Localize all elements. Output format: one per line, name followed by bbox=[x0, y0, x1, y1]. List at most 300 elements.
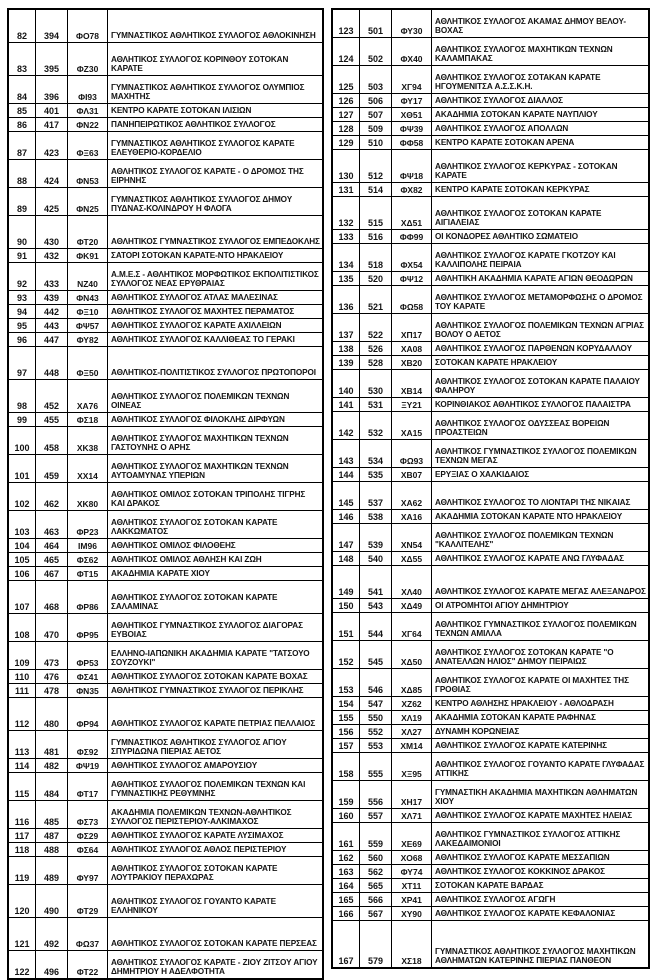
registry-id-cell: 528 bbox=[359, 356, 391, 369]
table-row bbox=[9, 641, 322, 669]
table-row bbox=[333, 182, 648, 196]
club-code-cell: ΦΖ30 bbox=[67, 43, 107, 75]
table-row bbox=[9, 454, 322, 482]
table-row bbox=[9, 772, 322, 800]
row-number-cell: 139 bbox=[338, 358, 354, 368]
row-number-cell: 104 bbox=[14, 541, 30, 551]
row-number-cell: 101 bbox=[14, 471, 30, 481]
club-name-cell: ΓΥΜΝΑΣΤΙΚΟΣ ΑΘΛΗΤΙΚΟΣ ΣΥΛΛΟΓΟΣ ΟΛΥΜΠΙΟΣ ΜΑΧΗΤΗΣ bbox=[107, 76, 322, 103]
club-code-cell: ΧΞ95 bbox=[391, 753, 431, 780]
registry-id-cell: 394 bbox=[35, 10, 67, 42]
club-code-cell: ΧΣ18 bbox=[391, 921, 431, 967]
registry-id-cell: 512 bbox=[359, 150, 391, 182]
table-row bbox=[333, 738, 648, 752]
registry-id-cell: 510 bbox=[359, 136, 391, 149]
club-code-cell: ΦΝ43 bbox=[67, 291, 107, 304]
club-code-cell: ΦΨ57 bbox=[67, 319, 107, 332]
club-code-cell: ΦΩ37 bbox=[67, 918, 107, 950]
registry-id-cell: 514 bbox=[359, 183, 391, 196]
table-row bbox=[333, 509, 648, 523]
registry-id-cell: 478 bbox=[35, 684, 67, 697]
table-row bbox=[9, 117, 322, 131]
row-number-cell: 112 bbox=[14, 719, 30, 729]
registry-id-cell: 522 bbox=[359, 314, 391, 341]
table-row bbox=[9, 828, 322, 842]
club-code-cell: ΧΓ64 bbox=[391, 613, 431, 640]
table-row bbox=[9, 290, 322, 304]
club-name-cell: ΑΘΛΗΤΙΚΟΣ ΣΥΛΛΟΓΟΣ ΠΟΛΕΜΙΚΩΝ ΤΕΧΝΩΝ ΟΙΝΕΑΣ bbox=[107, 380, 322, 412]
row-number-cell: 111 bbox=[14, 686, 30, 696]
row-number-cell: 106 bbox=[14, 569, 30, 579]
table-row bbox=[333, 243, 648, 271]
registry-id-cell: 476 bbox=[35, 670, 67, 683]
registry-id-cell: 557 bbox=[359, 809, 391, 822]
club-name-cell: ΚΟΡΙΝΘΙΑΚΟΣ ΑΘΛΗΤΙΚΟΣ ΣΥΛΛΟΓΟΣ ΠΑΛΑΙΣΤΡΑ bbox=[431, 398, 648, 411]
club-name-cell: ΑΘΛΗΤΙΚΟΣ ΣΥΛΛΟΓΟΣ ΚΑΡΑΤΕ ΠΕΤΡΙΑΣ ΠΕΛΛΑΙΟΣ bbox=[107, 698, 322, 730]
registry-id-cell: 401 bbox=[35, 104, 67, 117]
table-row bbox=[9, 304, 322, 318]
table-row bbox=[9, 215, 322, 248]
registry-id-cell: 481 bbox=[35, 731, 67, 758]
registry-id-cell: 565 bbox=[359, 879, 391, 892]
table-row bbox=[9, 842, 322, 856]
club-name-cell: ΑΘΛΗΤΙΚΟΣ ΣΥΛΛΟΓΟΣ ΜΑΧΗΤΙΚΩΝ ΤΕΧΝΩΝ ΚΑΛΑΜΠΑΚΑΣ bbox=[431, 38, 648, 65]
club-name-cell: ΓΥΜΝΑΣΤΙΚΟΣ ΑΘΛΗΤΙΚΟΣ ΣΥΛΛΟΓΟΣ ΔΗΜΟΥ ΠΥΔΝΑΣ-ΚΟΛΙΝΔΡΟΥ Η ΦΛΟΓΑ bbox=[107, 188, 322, 215]
row-number-cell: 115 bbox=[14, 789, 30, 799]
club-name-cell: ΑΘΛΗΤΙΚΟΣ ΣΥΛΛΟΓΟΣ ΚΑΡΑΤΕ ΜΕΓΑΣ ΑΛΕΞΑΝΔΡΟΣ bbox=[431, 566, 648, 598]
row-number-cell: 144 bbox=[338, 470, 354, 480]
registry-id-cell: 473 bbox=[35, 642, 67, 669]
club-registry-table-left bbox=[7, 8, 324, 980]
table-row bbox=[9, 917, 322, 950]
row-number-cell: 156 bbox=[338, 727, 354, 737]
club-code-cell: ΦΞ63 bbox=[67, 132, 107, 159]
club-code-cell: ΧΡ41 bbox=[391, 893, 431, 906]
registry-id-cell: 396 bbox=[35, 76, 67, 103]
row-number-cell: 85 bbox=[16, 106, 27, 116]
registry-id-cell: 417 bbox=[35, 118, 67, 131]
club-name-cell: ΑΘΛΗΤΙΚΟΣ ΓΥΜΝΑΣΤΙΚΟΣ ΣΥΛΛΟΓΟΣ ΕΜΠΕΔΟΚΛΗΣ bbox=[107, 216, 322, 248]
club-code-cell: ΧΔ55 bbox=[391, 552, 431, 565]
row-number-cell: 157 bbox=[338, 741, 354, 751]
registry-id-cell: 546 bbox=[359, 669, 391, 696]
table-row bbox=[9, 800, 322, 828]
table-row bbox=[333, 397, 648, 411]
table-row bbox=[9, 412, 322, 426]
table-row bbox=[333, 369, 648, 397]
registry-id-cell: 423 bbox=[35, 132, 67, 159]
club-code-cell: ΧΠ17 bbox=[391, 314, 431, 341]
table-row bbox=[333, 551, 648, 565]
club-code-cell: ΧΚ80 bbox=[67, 483, 107, 510]
club-name-cell: ΚΕΝΤΡΟ ΚΑΡΑΤΕ ΣΟΤΟΚΑΝ ΑΡΕΝΑ bbox=[431, 136, 648, 149]
club-name-cell: ΑΘΛΗΤΙΚΟΣ ΣΥΛΛΟΓΟΣ ΚΑΡΑΤΕ ΑΝΩ ΓΛΥΦΑΔΑΣ bbox=[431, 552, 648, 565]
table-row bbox=[333, 668, 648, 696]
registry-id-cell: 579 bbox=[359, 921, 391, 967]
row-number-cell: 82 bbox=[16, 31, 27, 41]
row-number-cell: 143 bbox=[338, 456, 354, 466]
row-number-cell: 129 bbox=[338, 138, 354, 148]
table-row bbox=[333, 752, 648, 780]
row-number-cell: 166 bbox=[338, 909, 354, 919]
registry-id-cell: 488 bbox=[35, 843, 67, 856]
registry-id-cell: 424 bbox=[35, 160, 67, 187]
club-name-cell: ΑΘΛΗΤΙΚΟΣ ΣΥΛΛΟΓΟΣ ΚΟΡΙΝΘΟΥ ΣΟΤΟΚΑΝ ΚΑΡΑΤΕ bbox=[107, 43, 322, 75]
club-name-cell: ΑΘΛΗΤΙΚΟΣ ΣΥΛΛΟΓΟΣ ΠΑΡΘΕΝΩΝ ΚΟΡΥΔΑΛΛΟΥ bbox=[431, 342, 648, 355]
club-code-cell: ΧΒ14 bbox=[391, 370, 431, 397]
club-registry-table-right bbox=[331, 8, 650, 969]
registry-id-cell: 553 bbox=[359, 739, 391, 752]
table-row bbox=[333, 196, 648, 229]
club-name-cell: ΑΘΛΗΤΙΚΟΣ ΣΥΛΛΟΓΟΣ ΣΟΤΟΚΑΝ ΚΑΡΑΤΕ "Ο ΑΝΑΤΕΛΛΩΝ ΗΛΙΟΣ" ΔΗΜΟΥ ΠΕΙΡΑΙΩΣ bbox=[431, 641, 648, 668]
row-number-cell: 94 bbox=[16, 307, 27, 317]
registry-id-cell: 482 bbox=[35, 759, 67, 772]
table-row bbox=[333, 808, 648, 822]
club-code-cell: ΧΘ51 bbox=[391, 108, 431, 121]
club-code-cell: ΧΧ14 bbox=[67, 455, 107, 482]
club-name-cell: ΑΘΛΗΤΙΚΟΣ ΣΥΛΛΟΓΟΣ ΣΟΤΟΚΑΝ ΚΑΡΑΤΕ ΛΟΥΤΡΑΚΙΟΥ ΠΕΡΑΧΩΡΑΣ bbox=[107, 857, 322, 884]
row-number-cell: 132 bbox=[338, 218, 354, 228]
row-number-cell: 108 bbox=[14, 630, 30, 640]
table-row bbox=[333, 285, 648, 313]
club-name-cell: ΑΘΛΗΤΙΚΟΣ ΣΥΛΛΟΓΟΣ ΜΑΧΗΤΕΣ ΠΕΡΑΜΑΤΟΣ bbox=[107, 305, 322, 318]
row-number-cell: 161 bbox=[338, 839, 354, 849]
club-name-cell: ΚΕΝΤΡΟ ΚΑΡΑΤΕ ΣΟΤΟΚΑΝ ΙΛΙΣΙΩΝ bbox=[107, 104, 322, 117]
club-name-cell: ΣΟΤΟΚΑΝ ΚΑΡΑΤΕ ΗΡΑΚΛΕΙΟΥ bbox=[431, 356, 648, 369]
table-row bbox=[333, 906, 648, 920]
table-row bbox=[9, 758, 322, 772]
row-number-cell: 136 bbox=[338, 302, 354, 312]
registry-id-cell: 544 bbox=[359, 613, 391, 640]
registry-id-cell: 521 bbox=[359, 286, 391, 313]
row-number-cell: 100 bbox=[14, 443, 30, 453]
row-number-cell: 145 bbox=[338, 498, 354, 508]
table-row bbox=[333, 271, 648, 285]
club-name-cell: ΓΥΜΝΑΣΤΙΚΗ ΑΚΑΔΗΜΙΑ ΜΑΧΗΤΙΚΩΝ ΑΘΛΗΜΑΤΩΝ ΧΙΟΥ bbox=[431, 781, 648, 808]
row-number-cell: 148 bbox=[338, 554, 354, 564]
club-name-cell: ΑΘΛΗΤΙΚΟΣ ΟΜΙΛΟΣ ΑΘΛΗΣΗ ΚΑΙ ΖΩΗ bbox=[107, 553, 322, 566]
club-code-cell: ΧΑ62 bbox=[391, 482, 431, 509]
table-row bbox=[333, 93, 648, 107]
club-code-cell: ΧΔ50 bbox=[391, 641, 431, 668]
club-name-cell: ΕΡΥΞΙΑΣ Ο ΧΑΛΚΙΔΑΙΟΣ bbox=[431, 468, 648, 481]
table-row bbox=[9, 580, 322, 613]
row-number-cell: 119 bbox=[14, 873, 30, 883]
row-number-cell: 130 bbox=[338, 171, 354, 181]
registry-id-cell: 535 bbox=[359, 468, 391, 481]
registry-id-cell: 538 bbox=[359, 510, 391, 523]
table-row bbox=[9, 730, 322, 758]
table-row bbox=[333, 878, 648, 892]
club-name-cell: ΑΘΛΗΤΙΚΟΣ ΣΥΛΛΟΓΟΣ ΚΑΡΑΤΕ - ΖΙΟΥ ΖΙΤΣΟΥ ΑΓΙΟΥ ΔΗΜΗΤΡΙΟΥ Η ΑΔΕΛΦΟΤΗΤΑ bbox=[107, 951, 322, 978]
table-row bbox=[9, 510, 322, 538]
club-name-cell: ΣΑΤΟΡΙ ΣΟΤΟΚΑΝ ΚΑΡΑΤΕ-ΝΤΟ ΗΡΑΚΛΕΙΟΥ bbox=[107, 249, 322, 262]
club-name-cell: ΑΘΛΗΤΙΚΟΣ ΣΥΛΛΟΓΟΣ ΜΑΧΗΤΙΚΩΝ ΤΕΧΝΩΝ ΓΑΣΤΟΥΝΗΣ Ο ΑΡΗΣ bbox=[107, 427, 322, 454]
club-name-cell: ΑΘΛΗΤΙΚΟΣ ΣΥΛΛΟΓΟΣ ΣΟΤΟΚΑΝ ΚΑΡΑΤΕ ΠΕΡΣΕΑΣ bbox=[107, 918, 322, 950]
table-row bbox=[9, 159, 322, 187]
row-number-cell: 150 bbox=[338, 601, 354, 611]
registry-id-cell: 425 bbox=[35, 188, 67, 215]
club-name-cell: ΑΘΛΗΤΙΚΟΣ ΣΥΛΛΟΓΟΣ ΑΤΛΑΣ ΜΑΛΕΣΙΝΑΣ bbox=[107, 291, 322, 304]
row-number-cell: 83 bbox=[16, 64, 27, 74]
table-row bbox=[9, 683, 322, 697]
club-name-cell: ΟΙ ΑΤΡΟΜΗΤΟΙ ΑΓΙΟΥ ΔΗΜΗΤΡΙΟΥ bbox=[431, 599, 648, 612]
table-row bbox=[9, 613, 322, 641]
club-code-cell: ΧΟ68 bbox=[391, 851, 431, 864]
row-number-cell: 131 bbox=[338, 185, 354, 195]
club-code-cell: ΧΛ19 bbox=[391, 711, 431, 724]
registry-id-cell: 552 bbox=[359, 725, 391, 738]
club-code-cell: ΦΣ92 bbox=[67, 731, 107, 758]
row-number-cell: 159 bbox=[338, 797, 354, 807]
row-number-cell: 114 bbox=[14, 761, 30, 771]
registry-id-cell: 531 bbox=[359, 398, 391, 411]
registry-id-cell: 455 bbox=[35, 413, 67, 426]
row-number-cell: 155 bbox=[338, 713, 354, 723]
row-number-cell: 113 bbox=[14, 747, 30, 757]
row-number-cell: 135 bbox=[338, 274, 354, 284]
row-number-cell: 96 bbox=[16, 335, 27, 345]
table-row bbox=[9, 884, 322, 917]
registry-id-cell: 556 bbox=[359, 781, 391, 808]
club-code-cell: ΧΝ54 bbox=[391, 524, 431, 551]
club-code-cell: ΦΥ30 bbox=[391, 10, 431, 37]
registry-id-cell: 540 bbox=[359, 552, 391, 565]
club-code-cell: ΦΤ22 bbox=[67, 951, 107, 978]
registry-id-cell: 516 bbox=[359, 230, 391, 243]
row-number-cell: 138 bbox=[338, 344, 354, 354]
club-code-cell: ΧΑ16 bbox=[391, 510, 431, 523]
registry-id-cell: 447 bbox=[35, 333, 67, 346]
registry-id-cell: 467 bbox=[35, 567, 67, 580]
club-name-cell: ΑΘΛΗΤΙΚΟΣ ΣΥΛΛΟΓΟΣ ΣΟΤΟΚΑΝ ΚΑΡΑΤΕ ΑΙΓΙΑΛΕΙΑΣ bbox=[431, 197, 648, 229]
table-row bbox=[9, 379, 322, 412]
registry-id-cell: 443 bbox=[35, 319, 67, 332]
row-number-cell: 153 bbox=[338, 685, 354, 695]
row-number-cell: 165 bbox=[338, 895, 354, 905]
row-number-cell: 124 bbox=[338, 54, 354, 64]
registry-id-cell: 496 bbox=[35, 951, 67, 978]
club-code-cell: ΙΜ96 bbox=[67, 539, 107, 552]
row-number-cell: 162 bbox=[338, 853, 354, 863]
club-code-cell: ΦΝ35 bbox=[67, 684, 107, 697]
club-name-cell: ΑΘΛΗΤΙΚΟΣ ΣΥΛΛΟΓΟΣ ΠΟΛΕΜΙΚΩΝ ΤΕΧΝΩΝ ΚΑΙ ΓΥΜΝΑΣΤΙΚΗΣ ΡΕΘΥΜΝΗΣ bbox=[107, 773, 322, 800]
row-number-cell: 116 bbox=[14, 817, 30, 827]
club-code-cell: ΦΣ64 bbox=[67, 843, 107, 856]
row-number-cell: 107 bbox=[14, 602, 30, 612]
club-name-cell: ΓΥΜΝΑΣΤΙΚΟΣ ΑΘΛΗΤΙΚΟΣ ΣΥΛΛΟΓΟΣ ΜΑΧΗΤΙΚΩΝ ΑΘΛΗΜΑΤΩΝ ΚΑΤΕΡΙΝΗΣ ΠΙΕΡΙΑΣ ΠΑΝΘΕΟΝ bbox=[431, 921, 648, 967]
club-code-cell: ΦΨ12 bbox=[391, 272, 431, 285]
row-number-cell: 99 bbox=[16, 415, 27, 425]
table-row bbox=[333, 341, 648, 355]
table-row bbox=[333, 710, 648, 724]
club-code-cell: ΦΞ10 bbox=[67, 305, 107, 318]
registry-id-cell: 502 bbox=[359, 38, 391, 65]
club-code-cell: ΧΗ17 bbox=[391, 781, 431, 808]
club-code-cell: ΦΥ82 bbox=[67, 333, 107, 346]
registry-id-cell: 459 bbox=[35, 455, 67, 482]
row-number-cell: 98 bbox=[16, 401, 27, 411]
club-name-cell: ΑΘΛΗΤΙΚΟΣ ΣΥΛΛΟΓΟΣ ΦΙΛΟΚΛΗΣ ΔΙΡΦΥΩΝ bbox=[107, 413, 322, 426]
club-code-cell: ΧΜ14 bbox=[391, 739, 431, 752]
registry-id-cell: 432 bbox=[35, 249, 67, 262]
club-code-cell: ΧΛ27 bbox=[391, 725, 431, 738]
row-number-cell: 95 bbox=[16, 321, 27, 331]
row-number-cell: 97 bbox=[16, 368, 27, 378]
registry-id-cell: 543 bbox=[359, 599, 391, 612]
club-code-cell: ΧΒ20 bbox=[391, 356, 431, 369]
club-name-cell: ΑΘΛΗΤΙΚΟΣ ΣΥΛΛΟΓΟΣ ΚΑΡΑΤΕ ΚΑΤΕΡΙΝΗΣ bbox=[431, 739, 648, 752]
registry-id-cell: 485 bbox=[35, 801, 67, 828]
club-code-cell: ΧΑ15 bbox=[391, 412, 431, 439]
club-code-cell: ΦΨ18 bbox=[391, 150, 431, 182]
club-code-cell: ΦΩ58 bbox=[391, 286, 431, 313]
row-number-cell: 88 bbox=[16, 176, 27, 186]
club-code-cell: ΧΛ40 bbox=[391, 566, 431, 598]
club-code-cell: ΦΚ91 bbox=[67, 249, 107, 262]
row-number-cell: 127 bbox=[338, 110, 354, 120]
registry-id-cell: 503 bbox=[359, 66, 391, 93]
registry-id-cell: 430 bbox=[35, 216, 67, 248]
club-name-cell: ΔΥΝΑΜΗ ΚΟΡΩΝΕΙΑΣ bbox=[431, 725, 648, 738]
table-row bbox=[9, 318, 322, 332]
row-number-cell: 149 bbox=[338, 587, 354, 597]
row-number-cell: 102 bbox=[14, 499, 30, 509]
club-name-cell: ΑΚΑΔΗΜΙΑ ΠΟΛΕΜΙΚΩΝ ΤΕΧΝΩΝ-ΑΘΛΗΤΙΚΟΣ ΣΥΛΛΟΓΟΣ ΠΕΡΙΣΤΕΡΙΟΥ-ΑΛΚΙΜΑΧΟΣ bbox=[107, 801, 322, 828]
table-row bbox=[333, 355, 648, 369]
table-row bbox=[333, 313, 648, 341]
club-code-cell: ΦΣ73 bbox=[67, 801, 107, 828]
club-code-cell: ΧΕ69 bbox=[391, 823, 431, 850]
club-code-cell: ΧΑ76 bbox=[67, 380, 107, 412]
club-name-cell: ΑΘΛΗΤΙΚΟΣ ΣΥΛΛΟΓΟΣ ΑΓΩΓΗ bbox=[431, 893, 648, 906]
club-name-cell: ΑΘΛΗΤΙΚΟΣ ΣΥΛΛΟΓΟΣ ΓΟΥΑΝΤΟ ΚΑΡΑΤΕ ΓΛΥΦΑΔΑΣ ΑΤΤΙΚΗΣ bbox=[431, 753, 648, 780]
club-code-cell: ΧΚ38 bbox=[67, 427, 107, 454]
table-row bbox=[9, 950, 322, 978]
row-number-cell: 87 bbox=[16, 148, 27, 158]
table-row bbox=[333, 780, 648, 808]
club-code-cell: ΧΒ07 bbox=[391, 468, 431, 481]
row-number-cell: 109 bbox=[14, 658, 30, 668]
table-row bbox=[9, 346, 322, 379]
club-name-cell: ΑΘΛΗΤΙΚΟΣ ΣΥΛΛΟΓΟΣ ΚΑΡΑΤΕ ΑΧΙΛΛΕΙΩΝ bbox=[107, 319, 322, 332]
row-number-cell: 126 bbox=[338, 96, 354, 106]
club-code-cell: ΦΞ50 bbox=[67, 347, 107, 379]
registry-id-cell: 462 bbox=[35, 483, 67, 510]
registry-id-cell: 547 bbox=[359, 697, 391, 710]
row-number-cell: 89 bbox=[16, 204, 27, 214]
club-name-cell: ΕΛΛΗΝΟ-ΙΑΠΩΝΙΚΗ ΑΚΑΔΗΜΙΑ ΚΑΡΑΤΕ "ΤΑΤΣΟΥΟ ΣΟΥΖΟΥΚΙ" bbox=[107, 642, 322, 669]
registry-id-cell: 492 bbox=[35, 918, 67, 950]
registry-id-cell: 470 bbox=[35, 614, 67, 641]
registry-id-cell: 550 bbox=[359, 711, 391, 724]
club-code-cell: ΦΡ53 bbox=[67, 642, 107, 669]
club-name-cell: ΑΘΛΗΤΙΚΟΣ-ΠΟΛΙΤΙΣΤΙΚΟΣ ΣΥΛΛΟΓΟΣ ΠΡΩΤΟΠΟΡΟΙ bbox=[107, 347, 322, 379]
club-code-cell: ΦΙ93 bbox=[67, 76, 107, 103]
registry-id-cell: 555 bbox=[359, 753, 391, 780]
club-name-cell: ΑΘΛΗΤΙΚΟΣ ΣΥΛΛΟΓΟΣ ΚΑΡΑΤΕ ΛΥΣΙΜΑΧΟΣ bbox=[107, 829, 322, 842]
table-row bbox=[9, 482, 322, 510]
row-number-cell: 163 bbox=[338, 867, 354, 877]
registry-id-cell: 484 bbox=[35, 773, 67, 800]
club-code-cell: ΝΖ40 bbox=[67, 263, 107, 290]
registry-id-cell: 518 bbox=[359, 244, 391, 271]
club-name-cell: ΑΘΛΗΤΙΚΟΣ ΣΥΛΛΟΓΟΣ ΠΟΛΕΜΙΚΩΝ ΤΕΧΝΩΝ "ΚΑΛΛΙΤΕΛΗΣ" bbox=[431, 524, 648, 551]
table-row bbox=[9, 538, 322, 552]
club-name-cell: ΑΘΛΗΤΙΚΟΣ ΣΥΛΛΟΓΟΣ ΚΑΡΑΤΕ ΜΕΣΣΑΠΙΩΝ bbox=[431, 851, 648, 864]
registry-id-cell: 545 bbox=[359, 641, 391, 668]
club-name-cell: ΣΟΤΟΚΑΝ ΚΑΡΑΤΕ ΒΑΡΔΑΣ bbox=[431, 879, 648, 892]
club-code-cell: ΦΥ17 bbox=[391, 94, 431, 107]
registry-id-cell: 532 bbox=[359, 412, 391, 439]
row-number-cell: 120 bbox=[14, 906, 30, 916]
registry-id-cell: 567 bbox=[359, 907, 391, 920]
row-number-cell: 152 bbox=[338, 657, 354, 667]
club-name-cell: ΑΚΑΔΗΜΙΑ ΣΟΤΟΚΑΝ ΚΑΡΑΤΕ ΝΤΟ ΗΡΑΚΛΕΙΟΥ bbox=[431, 510, 648, 523]
club-code-cell: ΦΡ95 bbox=[67, 614, 107, 641]
row-number-cell: 146 bbox=[338, 512, 354, 522]
club-name-cell: ΑΘΛΗΤΙΚΟΣ ΣΥΛΛΟΓΟΣ ΜΕΤΑΜΟΡΦΩΣΗΣ Ο ΔΡΟΜΟΣ ΤΟΥ ΚΑΡΑΤΕ bbox=[431, 286, 648, 313]
table-row bbox=[333, 37, 648, 65]
club-code-cell: ΦΟ78 bbox=[67, 10, 107, 42]
club-name-cell: ΓΥΜΝΑΣΤΙΚΟΣ ΑΘΛΗΤΙΚΟΣ ΣΥΛΛΟΓΟΣ ΑΘΛΟΚΙΝΗΣΗ bbox=[107, 10, 322, 42]
club-name-cell: ΠΑΝΗΠΕΙΡΩΤΙΚΟΣ ΑΘΛΗΤΙΚΟΣ ΣΥΛΛΟΓΟΣ bbox=[107, 118, 322, 131]
row-number-cell: 93 bbox=[16, 293, 27, 303]
row-number-cell: 125 bbox=[338, 82, 354, 92]
club-code-cell: ΦΤ20 bbox=[67, 216, 107, 248]
table-row bbox=[9, 42, 322, 75]
table-row bbox=[333, 850, 648, 864]
row-number-cell: 91 bbox=[16, 251, 27, 261]
club-code-cell: ΦΦ58 bbox=[391, 136, 431, 149]
row-number-cell: 90 bbox=[16, 237, 27, 247]
table-row bbox=[9, 248, 322, 262]
row-number-cell: 141 bbox=[338, 400, 354, 410]
club-name-cell: ΑΘΛΗΤΙΚΟΣ ΟΜΙΛΟΣ ΦΙΛΟΘΕΗΣ bbox=[107, 539, 322, 552]
club-code-cell: ΧΔ85 bbox=[391, 669, 431, 696]
club-name-cell: ΑΘΛΗΤΙΚΟΣ ΣΥΛΛΟΓΟΣ ΚΑΡΑΤΕ ΟΙ ΜΑΧΗΤΕΣ ΤΗΣ ΓΡΟΘΙΑΣ bbox=[431, 669, 648, 696]
registry-id-cell: 490 bbox=[35, 885, 67, 917]
club-name-cell: ΑΘΛΗΤΙΚΟΣ ΣΥΛΛΟΓΟΣ ΤΟ ΛΙΟΝΤΑΡΙ ΤΗΣ ΝΙΚΑΙΑΣ bbox=[431, 482, 648, 509]
table-row bbox=[333, 107, 648, 121]
registry-id-cell: 515 bbox=[359, 197, 391, 229]
club-code-cell: ΦΡ86 bbox=[67, 581, 107, 613]
table-row bbox=[9, 103, 322, 117]
club-code-cell: ΦΝ22 bbox=[67, 118, 107, 131]
row-number-cell: 147 bbox=[338, 540, 354, 550]
row-number-cell: 133 bbox=[338, 232, 354, 242]
club-code-cell: ΦΝ53 bbox=[67, 160, 107, 187]
registry-id-cell: 463 bbox=[35, 511, 67, 538]
club-code-cell: ΦΨ39 bbox=[391, 122, 431, 135]
club-name-cell: ΑΘΛΗΤΙΚΟΣ ΣΥΛΛΟΓΟΣ ΚΑΡΑΤΕ ΚΕΦΑΛΟΝΙΑΣ bbox=[431, 907, 648, 920]
club-name-cell: ΓΥΜΝΑΣΤΙΚΟΣ ΑΘΛΗΤΙΚΟΣ ΣΥΛΛΟΓΟΣ ΚΑΡΑΤΕ ΕΛΕΥΘΕΡΙΟ-ΚΟΡΔΕΛΙΟ bbox=[107, 132, 322, 159]
registry-id-cell: 448 bbox=[35, 347, 67, 379]
club-name-cell: ΑΘΛΗΤΙΚΟΣ ΣΥΛΛΟΓΟΣ ΣΟΤΑΚΑΝ ΚΑΡΑΤΕ ΗΓΟΥΜΕΝΙΤΣΑ Α.Σ.Σ.Κ.Η. bbox=[431, 66, 648, 93]
row-number-cell: 121 bbox=[14, 939, 30, 949]
club-code-cell: ΧΔ49 bbox=[391, 599, 431, 612]
table-row bbox=[333, 439, 648, 467]
club-code-cell: ΦΤ17 bbox=[67, 773, 107, 800]
row-number-cell: 154 bbox=[338, 699, 354, 709]
club-name-cell: ΚΕΝΤΡΟ ΑΘΛΗΣΗΣ ΗΡΑΚΛΕΙΟΥ - ΑΘΛΟΔΡΑΣΗ bbox=[431, 697, 648, 710]
registry-id-cell: 458 bbox=[35, 427, 67, 454]
registry-id-cell: 487 bbox=[35, 829, 67, 842]
table-row bbox=[333, 481, 648, 509]
club-name-cell: ΑΘΛΗΤΙΚΟΣ ΣΥΛΛΟΓΟΣ ΟΔΥΣΣΕΑΣ ΒΟΡΕΙΩΝ ΠΡΟΑΣΤΕΙΩΝ bbox=[431, 412, 648, 439]
table-row bbox=[333, 565, 648, 598]
registry-id-cell: 433 bbox=[35, 263, 67, 290]
